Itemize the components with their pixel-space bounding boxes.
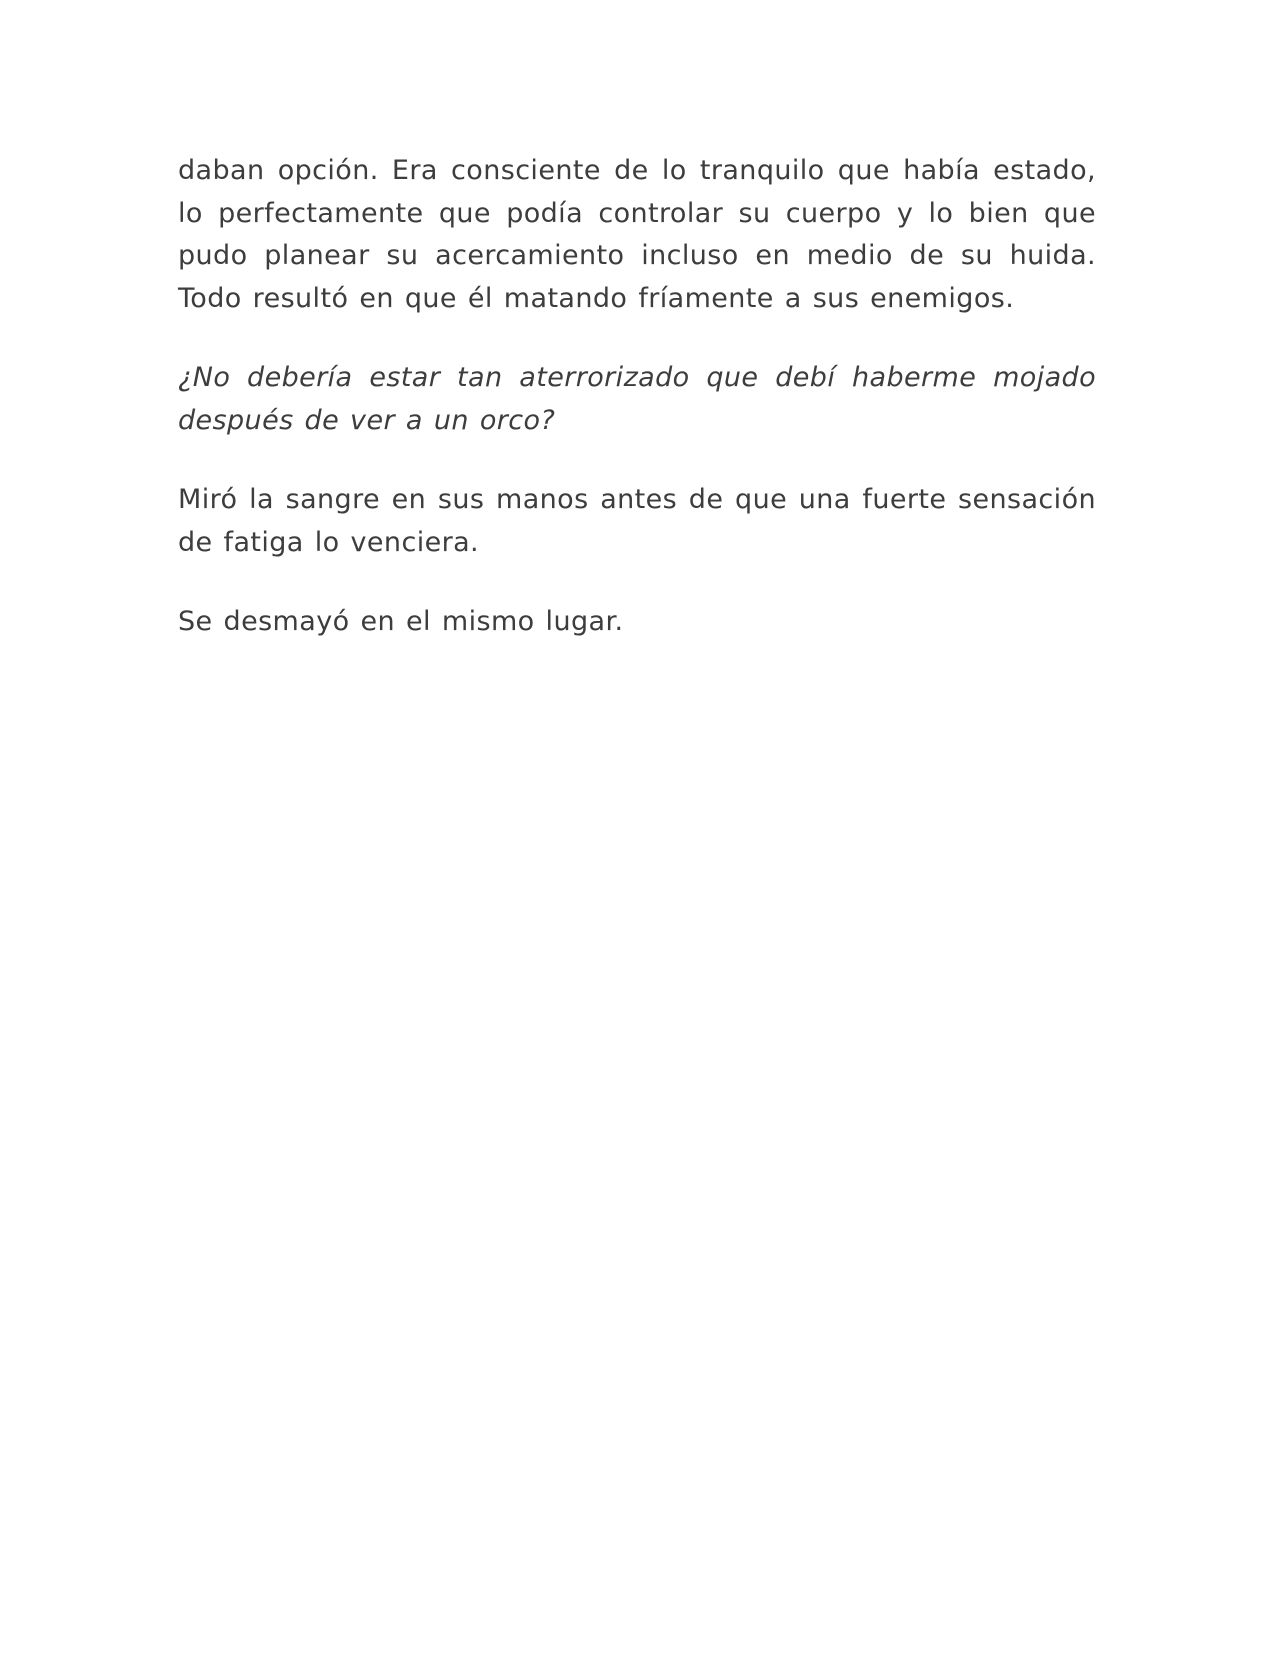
paragraph-3: Miró la sangre en sus manos antes de que una fuerte sensación de fatiga lo venciera. bbox=[178, 484, 1096, 558]
document-page bbox=[178, 150, 1096, 681]
paragraph-2-inner-thought: ¿No debería estar tan aterrorizado que debí haberme mojado después de ver a un orco? bbox=[178, 362, 1096, 436]
paragraph-1: daban opción. Era consciente de lo tranquilo que había estado, lo perfectamente que podía controlar su cuerpo y lo bien que pudo planear su acercamiento incluso en medio de su huida. Todo resultó en que él matando fríamente a sus enemigos. bbox=[178, 155, 1096, 314]
paragraph-4: Se desmayó en el mismo lugar. bbox=[178, 606, 624, 637]
